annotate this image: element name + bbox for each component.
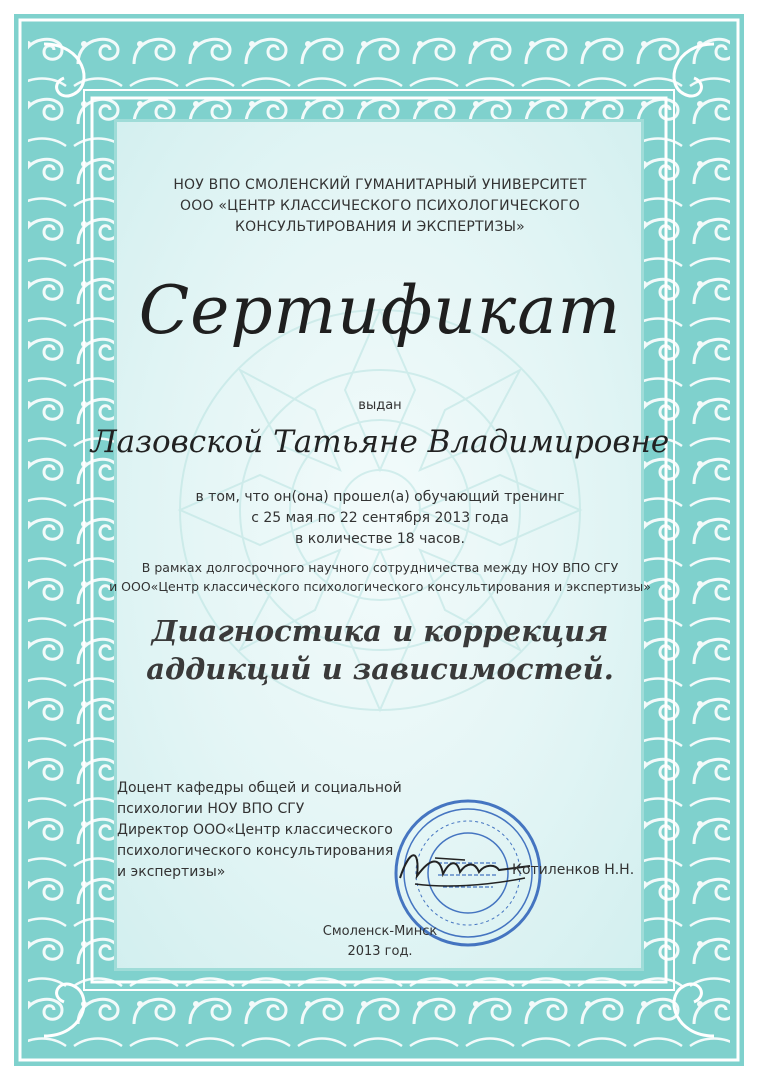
course-title-line-1: Диагностика и коррекция: [151, 614, 609, 648]
organization-line-3: КОНСУЛЬТИРОВАНИЯ И ЭКСПЕРТИЗЫ»: [235, 219, 525, 235]
statement-line-3: в количестве 18 часов.: [295, 531, 465, 547]
organization-line-1: НОУ ВПО СМОЛЕНСКИЙ ГУМАНИТАРНЫЙ УНИВЕРСИТЕТ: [173, 177, 587, 193]
signatory-line-1: Доцент кафедры общей и социальной: [117, 780, 402, 796]
place-and-year: [0, 922, 760, 962]
cooperation-line-1: В рамках долгосрочного научного сотрудничества между НОУ ВПО СГУ: [141, 560, 619, 575]
year: 2013 год.: [347, 944, 413, 959]
completion-statement: [0, 487, 760, 550]
cooperation-line-2: и ООО«Центр классического психологического консультирования и экспертизы»: [109, 579, 651, 594]
course-title-line-2: аддикций и зависимостей.: [146, 652, 614, 686]
certificate-title: Сертификат: [138, 272, 622, 349]
issued-label: выдан: [358, 398, 402, 413]
signatory-line-5: и экспертизы»: [117, 864, 226, 880]
recipient-name: Лазовской Татьяне Владимировне: [90, 424, 670, 460]
place: Смоленск-Минск: [322, 924, 438, 939]
signatory-name: Котиленков Н.Н.: [512, 862, 635, 878]
signatory-line-3: Директор ООО«Центр классического: [117, 822, 393, 838]
signatory-line-2: психологии НОУ ВПО СГУ: [117, 801, 305, 817]
statement-line-2: с 25 мая по 22 сентября 2013 года: [251, 510, 509, 526]
course-title: [0, 612, 760, 688]
signatory-position: [117, 778, 402, 883]
organization-line-2: ООО «ЦЕНТР КЛАССИЧЕСКОГО ПСИХОЛОГИЧЕСКОГО: [180, 198, 580, 214]
statement-line-1: в том, что он(она) прошел(а) обучающий тренинг: [195, 489, 565, 505]
cooperation-note: [0, 558, 760, 596]
organization-header: [0, 175, 760, 238]
signatory-line-4: психологического консультирования: [117, 843, 394, 859]
